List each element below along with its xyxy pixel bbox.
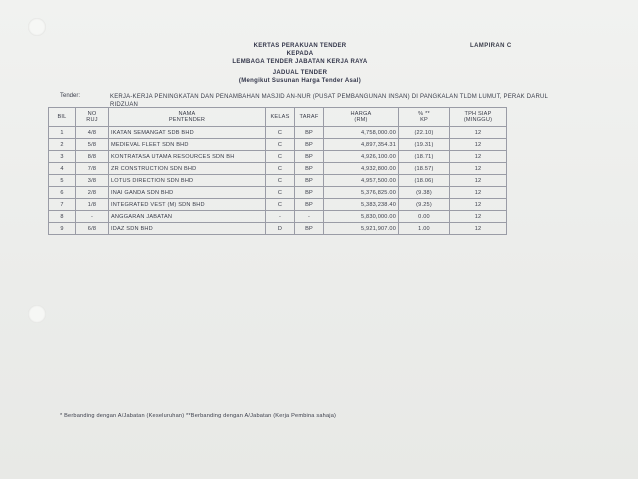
- tender-label: Tender:: [60, 93, 81, 99]
- cell-taraf: BP: [295, 151, 324, 163]
- cell-tph: 12: [450, 187, 507, 199]
- doc-schedule-title: JADUAL TENDER: [272, 70, 328, 76]
- cell-nama: MEDIEVAL FLEET SDN BHD: [109, 139, 266, 151]
- cell-ruj: 5/8: [76, 139, 109, 151]
- cell-kelas: C: [266, 175, 295, 187]
- cell-nama: ANGGARAN JABATAN: [109, 211, 266, 223]
- cell-kp: (22.10): [399, 127, 450, 139]
- table-row: [49, 187, 507, 199]
- cell-nama: KONTRATASA UTAMA RESOURCES SDN BH: [109, 151, 266, 163]
- cell-kelas: C: [266, 187, 295, 199]
- cell-ruj: 8/8: [76, 151, 109, 163]
- cell-taraf: BP: [295, 199, 324, 211]
- cell-nama: INAI GANDA SDN BHD: [109, 187, 266, 199]
- cell-harga: 4,897,354.31: [324, 139, 399, 151]
- col-bil: BIL: [49, 108, 76, 127]
- table-row: [49, 139, 507, 151]
- table-row: [49, 199, 507, 211]
- cell-ruj: -: [76, 211, 109, 223]
- cell-taraf: BP: [295, 139, 324, 151]
- cell-tph: 12: [450, 175, 507, 187]
- cell-bil: 1: [49, 127, 76, 139]
- cell-kp: (9.25): [399, 199, 450, 211]
- cell-harga: 4,758,000.00: [324, 127, 399, 139]
- doc-board: LEMBAGA TENDER JABATAN KERJA RAYA: [232, 59, 368, 65]
- punch-hole-top: [28, 18, 46, 36]
- col-tph: TPH SIAP (MINGGU): [450, 108, 507, 127]
- cell-kp: (18.57): [399, 163, 450, 175]
- cell-kelas: C: [266, 199, 295, 211]
- tender-table: [48, 107, 507, 235]
- cell-kelas: -: [266, 211, 295, 223]
- table-row: [49, 163, 507, 175]
- cell-bil: 7: [49, 199, 76, 211]
- tender-description: KERJA-KERJA PENINGKATAN DAN PENAMBAHAN MASJID AN-NUR (PUSAT PEMBANGUNAN INSAN) DI PANGKALAN TLDM LUMUT, PERAK DARUL RIDZUAN: [110, 94, 548, 108]
- lampiran-label: LAMPIRAN C: [470, 43, 512, 49]
- cell-taraf: BP: [295, 223, 324, 235]
- cell-ruj: 3/8: [76, 175, 109, 187]
- cell-bil: 4: [49, 163, 76, 175]
- footnote: * Berbanding dengan A/Jabatan (Keseluruhan) **Berbanding dengan A/Jabatan (Kerja Pembina sahaja): [60, 413, 337, 419]
- cell-taraf: BP: [295, 175, 324, 187]
- cell-bil: 5: [49, 175, 76, 187]
- cell-tph: 12: [450, 127, 507, 139]
- cell-kp: 1.00: [399, 223, 450, 235]
- cell-harga: 4,926,100.00: [324, 151, 399, 163]
- cell-bil: 3: [49, 151, 76, 163]
- cell-nama: LOTUS DIRECTION SDN BHD: [109, 175, 266, 187]
- cell-taraf: -: [295, 211, 324, 223]
- cell-harga: 5,921,907.00: [324, 223, 399, 235]
- cell-bil: 9: [49, 223, 76, 235]
- col-no-ruj: NO RUJ: [76, 108, 109, 127]
- cell-harga: 5,830,000.00: [324, 211, 399, 223]
- cell-tph: 12: [450, 211, 507, 223]
- cell-kp: (19.31): [399, 139, 450, 151]
- cell-taraf: BP: [295, 163, 324, 175]
- doc-schedule-subtitle: (Mengikut Susunan Harga Tender Asal): [238, 78, 362, 84]
- cell-tph: 12: [450, 163, 507, 175]
- table-row: [49, 175, 507, 187]
- cell-ruj: 4/8: [76, 127, 109, 139]
- cell-harga: 4,957,500.00: [324, 175, 399, 187]
- col-nama: NAMA PENTENDER: [109, 108, 266, 127]
- table-header-row: [49, 108, 507, 127]
- cell-tph: 12: [450, 199, 507, 211]
- punch-hole-middle: [28, 305, 46, 323]
- col-harga: HARGA (RM): [324, 108, 399, 127]
- cell-harga: 5,376,825.00: [324, 187, 399, 199]
- cell-kp: (9.38): [399, 187, 450, 199]
- table-row: [49, 211, 507, 223]
- cell-tph: 12: [450, 223, 507, 235]
- col-kp: % ** KP: [399, 108, 450, 127]
- col-kelas: KELAS: [266, 108, 295, 127]
- doc-kepada: KEPADA: [286, 51, 314, 57]
- cell-nama: IDAZ SDN BHD: [109, 223, 266, 235]
- cell-tph: 12: [450, 139, 507, 151]
- cell-kp: (18.71): [399, 151, 450, 163]
- table-row: [49, 127, 507, 139]
- col-taraf: TARAF: [295, 108, 324, 127]
- cell-kp: (18.06): [399, 175, 450, 187]
- cell-kelas: C: [266, 139, 295, 151]
- cell-harga: 5,383,238.40: [324, 199, 399, 211]
- cell-nama: INTEGRATED VEST (M) SDN BHD: [109, 199, 266, 211]
- cell-ruj: 1/8: [76, 199, 109, 211]
- cell-taraf: BP: [295, 127, 324, 139]
- cell-taraf: BP: [295, 187, 324, 199]
- cell-nama: IKATAN SEMANGAT SDB BHD: [109, 127, 266, 139]
- cell-ruj: 7/8: [76, 163, 109, 175]
- cell-bil: 8: [49, 211, 76, 223]
- cell-kelas: C: [266, 151, 295, 163]
- cell-bil: 2: [49, 139, 76, 151]
- cell-kelas: D: [266, 223, 295, 235]
- cell-kelas: C: [266, 127, 295, 139]
- cell-ruj: 6/8: [76, 223, 109, 235]
- cell-harga: 4,932,800.00: [324, 163, 399, 175]
- table-row: [49, 223, 507, 235]
- table-row: [49, 151, 507, 163]
- cell-kp: 0.00: [399, 211, 450, 223]
- cell-tph: 12: [450, 151, 507, 163]
- cell-nama: ZR CONSTRUCTION SDN BHD: [109, 163, 266, 175]
- cell-kelas: C: [266, 163, 295, 175]
- doc-title: KERTAS PERAKUAN TENDER: [253, 43, 347, 49]
- cell-bil: 6: [49, 187, 76, 199]
- cell-ruj: 2/8: [76, 187, 109, 199]
